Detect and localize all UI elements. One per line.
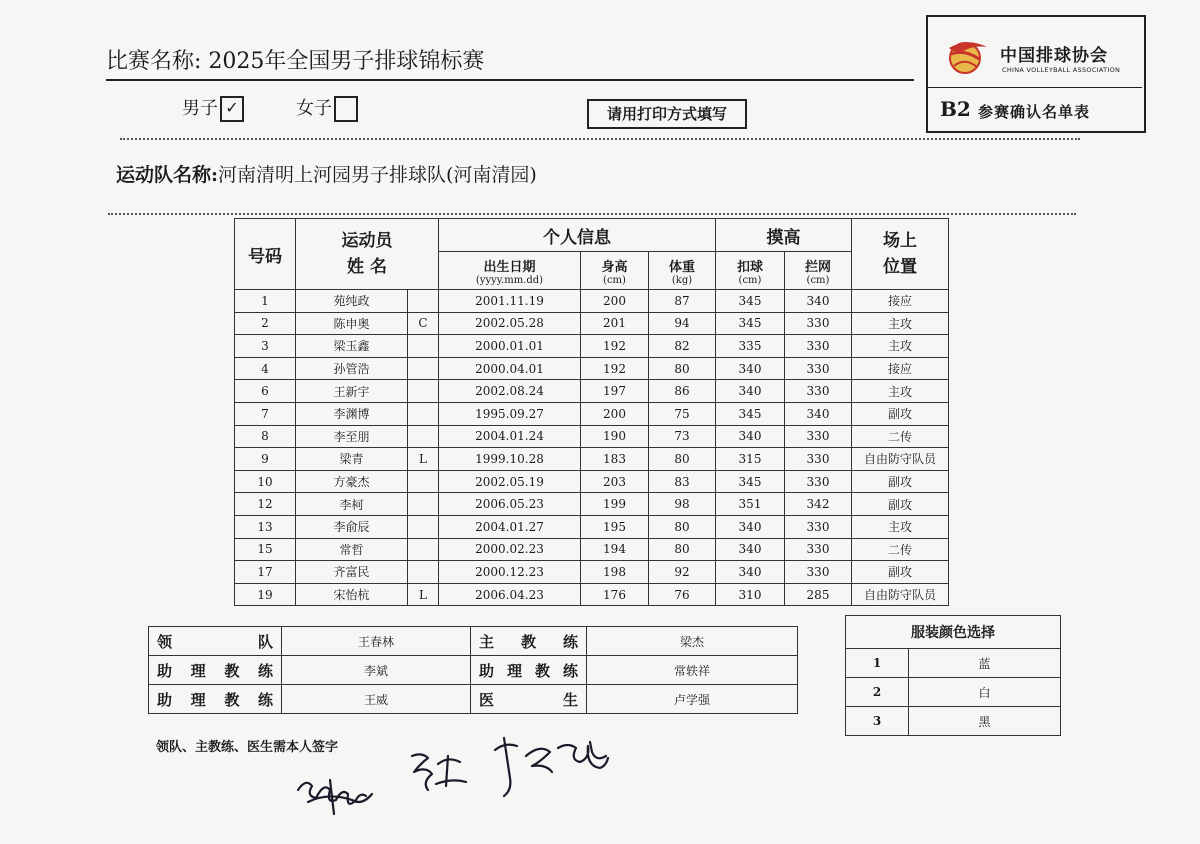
cell-name: 梁青 [296,448,408,471]
staff-row [149,627,798,656]
staff-name: 王春林 [282,627,471,656]
cell-spike-reach: 345 [716,290,785,313]
gender-male-checkbox[interactable]: ✓ [220,96,244,122]
competition-name: 2025年全国男子排球锦标赛 [208,49,485,74]
staff-name: 梁杰 [587,627,798,656]
cell-height: 176 [581,583,649,606]
roster-table [234,218,949,606]
header-birth-label: 出生日期 [483,259,536,275]
cell-captain-libero-mark [408,470,439,493]
cell-birth-date: 1999.10.28 [439,448,581,471]
cell-number: 9 [235,448,296,471]
cell-height: 200 [581,402,649,425]
cell-captain-libero-mark [408,335,439,358]
cell-spike-reach: 340 [716,380,785,403]
cell-name: 王新宇 [296,380,408,403]
roster-row [235,425,949,448]
cell-number: 12 [235,493,296,516]
roster-row [235,583,949,606]
cell-height: 200 [581,290,649,313]
cell-captain-libero-mark [408,357,439,380]
cell-birth-date: 2006.05.23 [439,493,581,516]
cell-spike-reach: 310 [716,583,785,606]
cell-position: 自由防守队员 [852,583,949,606]
cell-position: 接应 [852,290,949,313]
cell-position: 主攻 [852,312,949,335]
cell-height: 183 [581,448,649,471]
cell-name: 李渊博 [296,402,408,425]
uniform-color-value: 白 [909,678,1061,707]
roster-row [235,380,949,403]
cell-spike-reach: 340 [716,515,785,538]
header-height-unit: (cm) [603,274,626,286]
cell-block-reach: 330 [785,380,852,403]
cell-position: 副攻 [852,470,949,493]
header-height-label: 身高 [601,259,628,275]
staff-role: 领队 [149,627,282,656]
cell-position: 副攻 [852,561,949,584]
cell-birth-date: 2002.08.24 [439,380,581,403]
cell-spike-reach: 335 [716,335,785,358]
cell-block-reach: 330 [785,470,852,493]
cell-name: 苑纯政 [296,290,408,313]
header-position [852,219,949,290]
uniform-color-row [846,707,1061,736]
roster-row [235,538,949,561]
staff-table [148,626,798,714]
uniform-color-index: 2 [846,678,909,707]
staff-name: 李斌 [282,656,471,685]
cell-block-reach: 330 [785,515,852,538]
uniform-color-row [846,649,1061,678]
staff-name: 常轶祥 [587,656,798,685]
gender-male-label: 男子 [182,98,218,119]
header-athlete [296,219,439,290]
header-spike-unit: (cm) [738,274,762,286]
cell-number: 3 [235,335,296,358]
cell-height: 194 [581,538,649,561]
header-weight-unit: (kg) [671,274,693,286]
cell-height: 198 [581,561,649,584]
divider-dotted-top [120,138,1080,140]
cell-height: 195 [581,515,649,538]
cell-block-reach: 330 [785,312,852,335]
cell-height: 199 [581,493,649,516]
cell-captain-libero-mark [408,380,439,403]
cell-name: 孙管浩 [296,357,408,380]
cell-number: 8 [235,425,296,448]
cell-weight: 87 [649,290,716,313]
gender-female [296,94,358,122]
cell-weight: 73 [649,425,716,448]
roster-row [235,515,949,538]
cell-captain-libero-mark [408,515,439,538]
cell-name: 陈申奥 [296,312,408,335]
cell-block-reach: 285 [785,583,852,606]
cell-name: 李俞辰 [296,515,408,538]
roster-row [235,290,949,313]
uniform-color-value: 黑 [909,707,1061,736]
uniform-color-index: 3 [846,707,909,736]
cell-name: 方豪杰 [296,470,408,493]
cell-birth-date: 1995.09.27 [439,402,581,425]
cell-height: 197 [581,380,649,403]
logo-box-separator [928,87,1142,88]
cell-spike-reach: 340 [716,561,785,584]
header-birth-unit: (yyyy.mm.dd) [475,274,544,286]
cell-position: 二传 [852,425,949,448]
staff-role: 主教练 [471,627,587,656]
cell-name: 常哲 [296,538,408,561]
roster-row [235,448,949,471]
header-block-unit: (cm) [806,274,830,286]
staff-role: 助理教练 [471,656,587,685]
cell-number: 2 [235,312,296,335]
roster-row [235,335,949,358]
cell-birth-date: 2006.04.23 [439,583,581,606]
cell-height: 192 [581,335,649,358]
header-personal-info: 个人信息 [439,219,716,252]
cell-birth-date: 2004.01.27 [439,515,581,538]
roster-row [235,561,949,584]
form-title: 参赛确认名单表 [978,103,1091,121]
header-spike [716,252,785,290]
uniform-color-table [845,615,1061,736]
header-number: 号码 [235,219,296,290]
competition-label: 比赛名称: [106,49,202,74]
cell-spike-reach: 315 [716,448,785,471]
gender-male [182,94,244,122]
competition-underline [106,79,914,81]
cell-captain-libero-mark [408,290,439,313]
cell-block-reach: 330 [785,357,852,380]
cell-position: 自由防守队员 [852,448,949,471]
cell-spike-reach: 351 [716,493,785,516]
cell-name: 宋怡杭 [296,583,408,606]
roster-row [235,493,949,516]
cell-weight: 82 [649,335,716,358]
staff-role: 助理教练 [149,656,282,685]
cell-block-reach: 340 [785,290,852,313]
cell-captain-libero-mark: C [408,312,439,335]
roster-row [235,470,949,493]
cell-birth-date: 2001.11.19 [439,290,581,313]
cell-height: 203 [581,470,649,493]
cell-number: 6 [235,380,296,403]
staff-role: 医生 [471,685,587,714]
divider-dotted-bottom [108,213,1076,215]
header-athlete-line2: 姓 名 [347,257,387,277]
form-code: B2 [940,97,971,121]
cell-weight: 83 [649,470,716,493]
cell-birth-date: 2000.12.23 [439,561,581,584]
team-name: 河南清明上河园男子排球队(河南清园) [218,164,537,186]
roster-row [235,312,949,335]
header-spike-label: 扣球 [736,259,763,275]
cell-captain-libero-mark [408,425,439,448]
cell-weight: 98 [649,493,716,516]
cell-height: 201 [581,312,649,335]
header-block [785,252,852,290]
print-notice: 请用打印方式填写 [587,99,747,129]
header-reach: 摸高 [716,219,852,252]
cell-name: 齐富民 [296,561,408,584]
cell-captain-libero-mark: L [408,448,439,471]
gender-female-checkbox[interactable] [334,96,358,122]
cell-weight: 80 [649,448,716,471]
cell-position: 副攻 [852,402,949,425]
handwritten-signature [290,720,630,834]
staff-row [149,685,798,714]
header-weight [649,252,716,290]
team-name-line [116,160,537,187]
cell-block-reach: 330 [785,425,852,448]
staff-role: 助理教练 [149,685,282,714]
cell-position: 主攻 [852,515,949,538]
cell-birth-date: 2004.01.24 [439,425,581,448]
staff-name: 卢学强 [587,685,798,714]
cell-weight: 80 [649,357,716,380]
cell-number: 19 [235,583,296,606]
roster-row [235,357,949,380]
cell-number: 17 [235,561,296,584]
competition-name-line [106,44,484,75]
cell-weight: 94 [649,312,716,335]
header-position-line2: 位置 [883,257,917,277]
header-position-line1: 场上 [883,231,917,251]
cell-birth-date: 2002.05.19 [439,470,581,493]
cell-weight: 80 [649,515,716,538]
cell-captain-libero-mark [408,561,439,584]
cell-spike-reach: 340 [716,357,785,380]
gender-female-label: 女子 [296,98,332,119]
cell-captain-libero-mark [408,538,439,561]
cell-number: 7 [235,402,296,425]
cell-captain-libero-mark [408,402,439,425]
header-athlete-line1: 运动员 [341,231,393,251]
uniform-color-title: 服装颜色选择 [846,616,1061,649]
staff-row [149,656,798,685]
cell-position: 接应 [852,357,949,380]
cell-number: 10 [235,470,296,493]
staff-name: 王威 [282,685,471,714]
cell-weight: 92 [649,561,716,584]
cell-name: 李柯 [296,493,408,516]
cell-spike-reach: 340 [716,425,785,448]
cell-position: 主攻 [852,335,949,358]
cell-captain-libero-mark: L [408,583,439,606]
header-weight-label: 体重 [668,259,695,275]
cell-spike-reach: 340 [716,538,785,561]
cell-spike-reach: 345 [716,402,785,425]
team-label: 运动队名称: [116,164,219,186]
association-name: 中国排球协会 [1000,46,1108,66]
association-subtitle: CHINA VOLLEYBALL ASSOCIATION [1002,66,1121,74]
cell-weight: 86 [649,380,716,403]
cell-block-reach: 330 [785,448,852,471]
cell-weight: 76 [649,583,716,606]
cell-number: 1 [235,290,296,313]
cell-spike-reach: 345 [716,470,785,493]
cell-spike-reach: 345 [716,312,785,335]
uniform-color-index: 1 [846,649,909,678]
cell-block-reach: 330 [785,538,852,561]
cell-name: 梁玉鑫 [296,335,408,358]
header-block-label: 拦网 [804,259,831,275]
uniform-color-row [846,678,1061,707]
signature-label: 领队、主教练、医生需本人签字 [156,740,339,755]
header-height [581,252,649,290]
cell-name: 李至朋 [296,425,408,448]
cell-height: 190 [581,425,649,448]
cell-weight: 80 [649,538,716,561]
cell-birth-date: 2002.05.28 [439,312,581,335]
header-birth [439,252,581,290]
cell-birth-date: 2000.02.23 [439,538,581,561]
cell-position: 副攻 [852,493,949,516]
roster-row [235,402,949,425]
cell-block-reach: 342 [785,493,852,516]
cell-number: 4 [235,357,296,380]
cell-block-reach: 330 [785,335,852,358]
cell-block-reach: 330 [785,561,852,584]
uniform-color-value: 蓝 [909,649,1061,678]
cell-birth-date: 2000.04.01 [439,357,581,380]
cell-height: 192 [581,357,649,380]
cell-position: 主攻 [852,380,949,403]
cell-weight: 75 [649,402,716,425]
cell-birth-date: 2000.01.01 [439,335,581,358]
cell-block-reach: 340 [785,402,852,425]
cell-number: 13 [235,515,296,538]
cell-position: 二传 [852,538,949,561]
volleyball-emblem-icon [945,39,991,79]
cell-captain-libero-mark [408,493,439,516]
cell-number: 15 [235,538,296,561]
